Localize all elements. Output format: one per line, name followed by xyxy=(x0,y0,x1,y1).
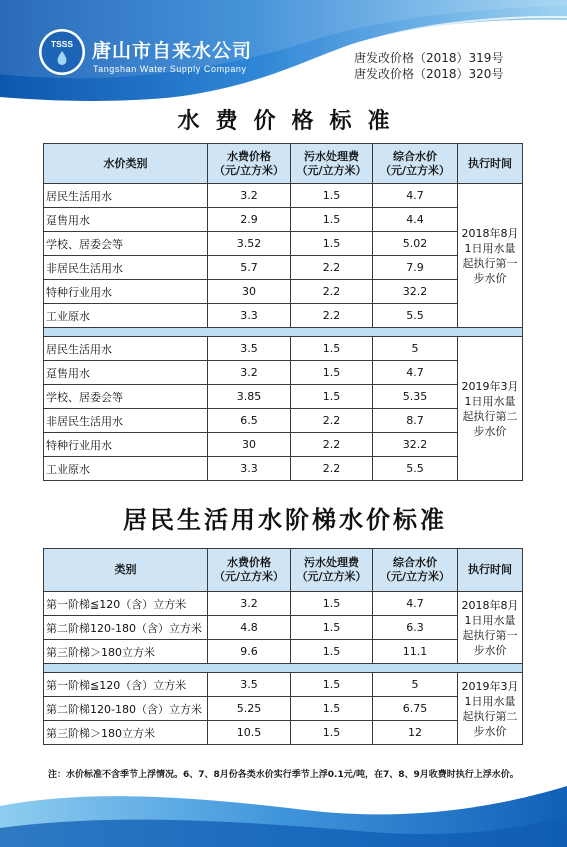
col-header-unit: （元/立方米） xyxy=(296,163,367,177)
category-cell: 特种行业用水 xyxy=(44,433,208,457)
separator-cell xyxy=(44,664,523,673)
table-row xyxy=(44,721,523,745)
price-table xyxy=(43,143,523,481)
footnote: 注：水价标准不含季节上浮情况。6、7、8月份各类水价实行季节上浮0.1元/吨，在7、8、9月收费时执行上浮水价。 xyxy=(48,770,519,780)
category-cell: 趸售用水 xyxy=(44,361,208,385)
col-header-label: 综合水价 xyxy=(393,149,437,163)
water-price-cell: 2.9 xyxy=(208,208,291,232)
col-header-label: 水费价格 xyxy=(227,556,271,569)
col-header-category: 类别 xyxy=(44,549,208,592)
table-row xyxy=(44,208,523,232)
total-price-cell: 6.3 xyxy=(373,616,458,640)
table-row xyxy=(44,592,523,616)
total-price-cell: 5.02 xyxy=(373,232,458,256)
execution-time-cell: 2018年8月1日用水量起执行第一步水价 xyxy=(458,592,523,664)
col-header-sewage-fee xyxy=(291,549,373,592)
water-price-cell: 3.5 xyxy=(208,673,291,697)
water-price-cell: 30 xyxy=(208,280,291,304)
page-title: 水费价格标准 xyxy=(177,109,406,134)
table-row xyxy=(44,385,523,409)
category-cell: 趸售用水 xyxy=(44,208,208,232)
group-separator xyxy=(44,664,523,673)
logo-lettering: TSSS xyxy=(50,39,74,49)
category-cell: 第三阶梯＞180立方米 xyxy=(44,721,208,745)
total-price-cell: 4.7 xyxy=(373,592,458,616)
col-header-unit: （元/立方米） xyxy=(213,163,285,177)
water-price-cell: 5.25 xyxy=(208,697,291,721)
category-cell: 第二阶梯120-180（含）立方米 xyxy=(44,616,208,640)
company-logo xyxy=(38,28,86,76)
total-price-cell: 5 xyxy=(373,337,458,361)
total-price-cell: 32.2 xyxy=(373,433,458,457)
table-row xyxy=(44,184,523,208)
total-price-cell: 6.75 xyxy=(373,697,458,721)
category-cell: 非居民生活用水 xyxy=(44,256,208,280)
water-price-cell: 9.6 xyxy=(208,640,291,664)
water-price-cell: 5.7 xyxy=(208,256,291,280)
total-price-cell: 5.5 xyxy=(373,457,458,481)
water-price-cell: 3.3 xyxy=(208,304,291,328)
sewage-fee-cell: 2.2 xyxy=(291,457,373,481)
sewage-fee-cell: 2.2 xyxy=(291,409,373,433)
sewage-fee-cell: 1.5 xyxy=(291,697,373,721)
col-header-sewage-fee xyxy=(291,144,373,184)
col-header-water-price xyxy=(208,144,291,184)
total-price-cell: 5.35 xyxy=(373,385,458,409)
category-cell: 第一阶梯≦120（含）立方米 xyxy=(44,592,208,616)
table-header-row xyxy=(44,144,523,184)
col-header-water-price xyxy=(208,549,291,592)
table-row xyxy=(44,640,523,664)
total-price-cell: 4.7 xyxy=(373,184,458,208)
col-header-total-price xyxy=(373,144,458,184)
category-cell: 第三阶梯＞180立方米 xyxy=(44,640,208,664)
col-header-label: 水费价格 xyxy=(227,149,271,163)
document-number: 唐发改价格（2018）319号 xyxy=(354,51,504,65)
table-row xyxy=(44,409,523,433)
sewage-fee-cell: 1.5 xyxy=(291,232,373,256)
col-header-label: 综合水价 xyxy=(393,556,437,569)
water-price-cell: 3.5 xyxy=(208,337,291,361)
document-numbers xyxy=(354,50,503,82)
group-separator xyxy=(44,328,523,337)
category-cell: 工业原水 xyxy=(44,304,208,328)
water-price-cell: 6.5 xyxy=(208,409,291,433)
category-cell: 非居民生活用水 xyxy=(44,409,208,433)
sewage-fee-cell: 1.5 xyxy=(291,208,373,232)
water-price-cell: 30 xyxy=(208,433,291,457)
section-title: 居民生活用水阶梯水价标准 xyxy=(123,506,447,534)
separator-cell xyxy=(44,328,523,337)
col-header-execution-time: 执行时间 xyxy=(458,549,523,592)
table-row xyxy=(44,616,523,640)
sewage-fee-cell: 2.2 xyxy=(291,256,373,280)
sewage-fee-cell: 1.5 xyxy=(291,640,373,664)
col-header-total-price xyxy=(373,549,458,592)
sewage-fee-cell: 1.5 xyxy=(291,721,373,745)
table-row xyxy=(44,361,523,385)
category-cell: 特种行业用水 xyxy=(44,280,208,304)
total-price-cell: 5.5 xyxy=(373,304,458,328)
col-header-category: 水价类别 xyxy=(44,144,208,184)
table-row xyxy=(44,673,523,697)
execution-time-cell: 2019年3月1日用水量起执行第二步水价 xyxy=(458,337,523,481)
total-price-cell: 4.7 xyxy=(373,361,458,385)
table-row xyxy=(44,232,523,256)
company-name-english: Tangshan Water Supply Company xyxy=(93,64,247,74)
sewage-fee-cell: 1.5 xyxy=(291,673,373,697)
total-price-cell: 5 xyxy=(373,673,458,697)
total-price-cell: 8.7 xyxy=(373,409,458,433)
sewage-fee-cell: 2.2 xyxy=(291,280,373,304)
water-price-cell: 4.8 xyxy=(208,616,291,640)
water-price-cell: 3.2 xyxy=(208,592,291,616)
col-header-unit: （元/立方米） xyxy=(379,163,451,177)
execution-time-cell: 2019年3月1日用水量起执行第二步水价 xyxy=(458,673,523,745)
col-header-unit: （元/立方米） xyxy=(213,570,285,583)
category-cell: 第一阶梯≦120（含）立方米 xyxy=(44,673,208,697)
water-price-cell: 3.52 xyxy=(208,232,291,256)
water-price-cell: 3.2 xyxy=(208,184,291,208)
tier-price-table xyxy=(43,548,523,745)
table-row xyxy=(44,304,523,328)
company-name: 唐山市自来水公司 xyxy=(92,40,253,62)
category-cell: 居民生活用水 xyxy=(44,337,208,361)
sewage-fee-cell: 2.2 xyxy=(291,433,373,457)
category-cell: 学校、居委会等 xyxy=(44,385,208,409)
category-cell: 工业原水 xyxy=(44,457,208,481)
table-row xyxy=(44,697,523,721)
document-number: 唐发改价格（2018）320号 xyxy=(354,67,504,81)
table-row xyxy=(44,457,523,481)
table-row xyxy=(44,433,523,457)
col-header-execution-time: 执行时间 xyxy=(458,144,523,184)
sewage-fee-cell: 1.5 xyxy=(291,337,373,361)
table-row xyxy=(44,337,523,361)
total-price-cell: 12 xyxy=(373,721,458,745)
col-header-label: 污水处理费 xyxy=(304,149,359,163)
category-cell: 居民生活用水 xyxy=(44,184,208,208)
category-cell: 第二阶梯120-180（含）立方米 xyxy=(44,697,208,721)
total-price-cell: 32.2 xyxy=(373,280,458,304)
table-row xyxy=(44,256,523,280)
sewage-fee-cell: 2.2 xyxy=(291,304,373,328)
total-price-cell: 4.4 xyxy=(373,208,458,232)
category-cell: 学校、居委会等 xyxy=(44,232,208,256)
water-price-cell: 3.3 xyxy=(208,457,291,481)
col-header-unit: （元/立方米） xyxy=(296,570,367,583)
sewage-fee-cell: 1.5 xyxy=(291,184,373,208)
sewage-fee-cell: 1.5 xyxy=(291,616,373,640)
table-row xyxy=(44,280,523,304)
sewage-fee-cell: 1.5 xyxy=(291,385,373,409)
col-header-label: 污水处理费 xyxy=(304,556,359,569)
sewage-fee-cell: 1.5 xyxy=(291,592,373,616)
col-header-unit: （元/立方米） xyxy=(379,570,451,583)
sewage-fee-cell: 1.5 xyxy=(291,361,373,385)
water-price-cell: 3.85 xyxy=(208,385,291,409)
execution-time-cell: 2018年8月1日用水量起执行第一步水价 xyxy=(458,184,523,328)
total-price-cell: 7.9 xyxy=(373,256,458,280)
total-price-cell: 11.1 xyxy=(373,640,458,664)
water-price-cell: 10.5 xyxy=(208,721,291,745)
table-header-row xyxy=(44,549,523,592)
water-price-cell: 3.2 xyxy=(208,361,291,385)
